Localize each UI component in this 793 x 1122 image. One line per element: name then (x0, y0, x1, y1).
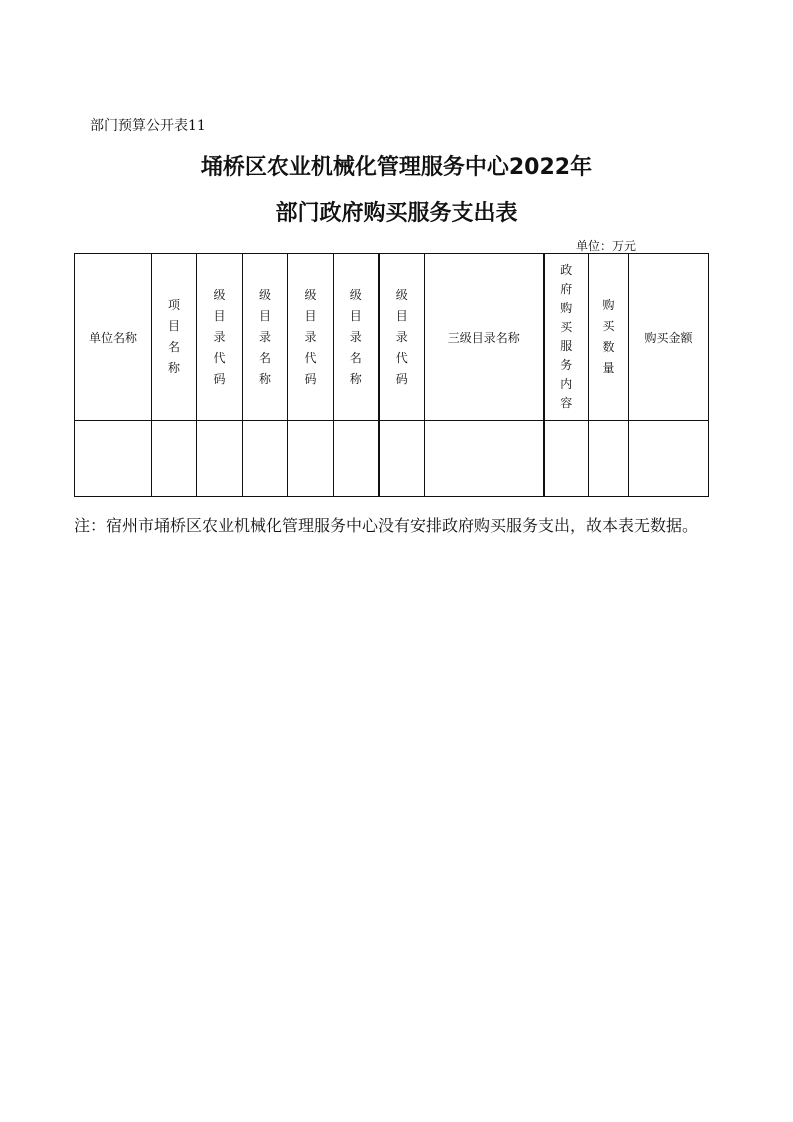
table-note: 注：宿州市埇桥区农业机械化管理服务中心没有安排政府购买服务支出，故本表无数据。 (74, 516, 699, 535)
col-header-project-name: 项目名称 (152, 254, 197, 421)
table-cell (629, 421, 709, 497)
col-header-level-name-2: 级目录名称 (334, 254, 379, 421)
table-cell (334, 421, 379, 497)
table-cell (379, 421, 425, 497)
col-header-level-code-1: 级目录代码 (197, 254, 243, 421)
table-cell (243, 421, 288, 497)
col-header-amount: 购买金额 (629, 254, 709, 421)
col-header-service-content: 政府购买服务内容 (544, 254, 589, 421)
table-cell (288, 421, 334, 497)
col-header-quantity: 购买数量 (589, 254, 629, 421)
page-title: 埇桥区农业机械化管理服务中心2022年 (200, 155, 593, 180)
table-header-row (75, 254, 709, 421)
col-header-level-code-3: 级目录代码 (379, 254, 425, 421)
col-header-level-code-2: 级目录代码 (288, 254, 334, 421)
table-cell (197, 421, 243, 497)
col-header-level-name-1: 级目录名称 (243, 254, 288, 421)
table-cell (75, 421, 152, 497)
budget-table (74, 253, 709, 497)
table-row (75, 421, 709, 497)
page-subtitle: 部门政府购买服务支出表 (275, 201, 518, 226)
col-header-third-level-name: 三级目录名称 (425, 254, 544, 421)
table-cell (589, 421, 629, 497)
col-header-unit-name: 单位名称 (75, 254, 152, 421)
table-cell (425, 421, 544, 497)
table-number: 部门预算公开表11 (90, 118, 206, 134)
table-cell (544, 421, 589, 497)
unit-label: 单位：万元 (576, 239, 637, 253)
table-cell (152, 421, 197, 497)
